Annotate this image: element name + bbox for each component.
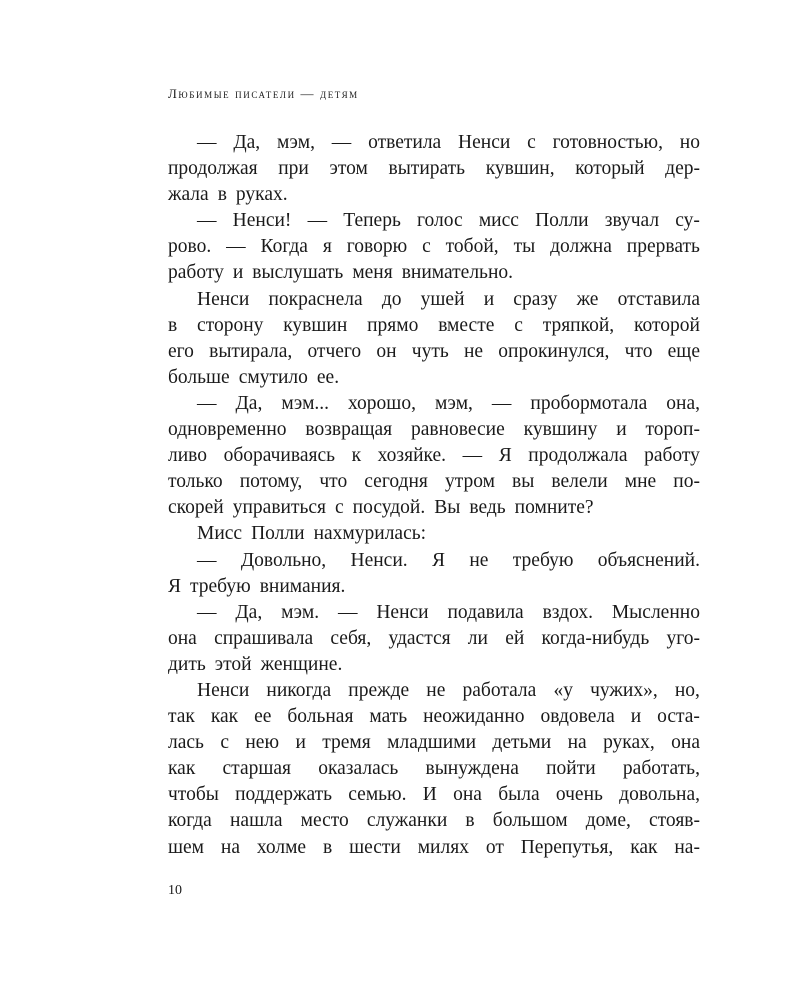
word: когда	[168, 810, 212, 832]
word: чуть	[411, 340, 449, 362]
word: —	[337, 601, 358, 623]
word: с	[514, 314, 523, 336]
word: детьми	[492, 732, 552, 754]
word: работала	[462, 679, 537, 701]
word: она	[453, 784, 482, 806]
word: ее.	[316, 366, 340, 388]
word: жала	[168, 184, 209, 206]
word: мэм,	[434, 392, 473, 414]
body-text	[168, 130, 700, 861]
word: ей	[505, 627, 525, 649]
word: сторону	[197, 314, 264, 336]
word: мэм...	[281, 392, 330, 414]
text-line	[168, 287, 700, 313]
word: прежде	[348, 679, 410, 701]
word: же	[576, 288, 599, 310]
word: как	[210, 706, 239, 728]
word: не	[426, 679, 446, 701]
word: на-	[674, 836, 700, 858]
word: утром	[444, 471, 495, 493]
word: подавила	[447, 601, 524, 623]
word: помните?	[514, 497, 594, 519]
word: нею	[245, 732, 280, 754]
text-line	[168, 626, 700, 652]
word: Полли	[535, 210, 589, 232]
word: дер-	[665, 158, 700, 180]
word: к	[351, 445, 362, 467]
word: вытирала,	[209, 340, 293, 362]
word: кувшин,	[485, 158, 555, 180]
text-line	[168, 130, 700, 156]
text-line	[168, 730, 700, 756]
word: возвращая	[305, 419, 393, 441]
word: одновременно	[168, 419, 287, 441]
word: Ненси!	[232, 210, 292, 232]
word: вы	[512, 471, 535, 493]
text-line	[168, 600, 700, 626]
word: покраснела	[268, 288, 363, 310]
word: от	[485, 836, 504, 858]
word: Ненси	[376, 601, 429, 623]
word: кувшин	[283, 314, 348, 336]
word: с	[335, 497, 344, 519]
word: была	[498, 784, 540, 806]
word: стояв-	[649, 810, 700, 832]
word: я	[322, 236, 332, 258]
word: его	[168, 340, 194, 362]
word: хозяйке.	[377, 445, 447, 467]
word: он	[376, 340, 397, 362]
word: потому,	[239, 471, 303, 493]
word: мисс	[478, 210, 519, 232]
word: при	[278, 158, 309, 180]
word: но,	[674, 679, 700, 701]
word: —	[307, 210, 328, 232]
word: Мисс	[197, 523, 243, 545]
word: она	[671, 732, 700, 754]
word: внимательно.	[401, 262, 514, 284]
word: вместе	[438, 314, 495, 336]
word: скорей	[168, 497, 224, 519]
word: равновесие	[411, 419, 505, 441]
word: тобой,	[445, 236, 499, 258]
word: Мысленно	[611, 601, 700, 623]
text-line	[168, 234, 700, 260]
word: дить	[168, 653, 206, 675]
word: руках,	[603, 732, 655, 754]
word: опрокинулся,	[498, 340, 610, 362]
text-line	[168, 574, 700, 600]
word: посудой.	[352, 497, 426, 519]
word: что	[624, 340, 653, 362]
word: в	[217, 184, 227, 206]
text-line	[168, 182, 700, 208]
word: она,	[666, 392, 700, 414]
word: этом	[329, 158, 368, 180]
text-line	[168, 208, 700, 234]
word: когда-нибудь	[541, 627, 650, 649]
text-line	[168, 678, 700, 704]
text-line	[168, 469, 700, 495]
word: нашла	[229, 810, 283, 832]
word: мэм.	[281, 601, 320, 623]
word: оста-	[657, 706, 700, 728]
word: старшая	[222, 758, 291, 780]
text-line	[168, 652, 700, 678]
word: велели	[551, 471, 608, 493]
word: место	[300, 810, 349, 832]
word: работать,	[622, 758, 700, 780]
word: внимания.	[259, 575, 346, 597]
text-line	[168, 365, 700, 391]
word: «у	[553, 679, 573, 701]
word: Я	[431, 549, 445, 571]
text-line	[168, 260, 700, 286]
word: она	[168, 627, 197, 649]
word: вынуждена	[425, 758, 519, 780]
word: мать	[369, 706, 408, 728]
word: но	[679, 132, 700, 153]
word: этой	[214, 653, 252, 675]
word: Ненси	[458, 132, 511, 153]
word: —	[197, 132, 217, 153]
text-line	[168, 704, 700, 730]
word: с	[527, 132, 536, 153]
word: тряпкой,	[542, 314, 615, 336]
word: не	[469, 549, 489, 571]
word: отставила	[617, 288, 700, 310]
word: очень	[555, 784, 603, 806]
text-line	[168, 808, 700, 834]
text-line	[168, 156, 700, 182]
word: шем	[168, 836, 205, 858]
word: оказалась	[318, 758, 399, 780]
word: женщине.	[260, 653, 343, 675]
text-line	[168, 548, 700, 574]
word: меня	[352, 262, 393, 284]
text-line	[168, 417, 700, 443]
word: ливо	[168, 445, 207, 467]
word: еще	[667, 340, 700, 362]
word: прямо	[367, 314, 419, 336]
page-number: 10	[168, 883, 182, 898]
word: ушей	[420, 288, 465, 310]
text-line	[168, 313, 700, 339]
word: семью.	[348, 784, 407, 806]
word: —	[197, 392, 217, 414]
word: только	[168, 471, 223, 493]
word: кувшину	[523, 419, 598, 441]
word: спрашивала	[214, 627, 314, 649]
word: младшими	[387, 732, 477, 754]
word: чужих»,	[590, 679, 658, 701]
word: овдовела	[540, 706, 615, 728]
word: управиться	[232, 497, 327, 519]
word: объяснений.	[597, 549, 700, 571]
word: требую	[512, 549, 574, 571]
word: Я	[498, 445, 512, 467]
word: —	[226, 236, 246, 258]
word: смутило	[238, 366, 308, 388]
word: себя,	[330, 627, 372, 649]
word: которой	[633, 314, 700, 336]
word: сегодня	[364, 471, 428, 493]
word: Перепутья,	[520, 836, 614, 858]
word: И	[422, 784, 437, 806]
word: голос	[417, 210, 463, 232]
word: звучал	[604, 210, 660, 232]
word: готовностью,	[552, 132, 663, 153]
word: хорошо,	[348, 392, 416, 414]
word: с	[220, 732, 229, 754]
text-line	[168, 782, 700, 808]
word: как	[168, 758, 196, 780]
word: неожиданно	[423, 706, 525, 728]
word: в	[465, 810, 475, 832]
word: сразу	[513, 288, 558, 310]
word: требую	[190, 575, 251, 597]
word: Полли	[251, 523, 305, 545]
word: Теперь	[343, 210, 401, 232]
text-line	[168, 495, 700, 521]
word: как	[630, 836, 658, 858]
word: так	[168, 706, 195, 728]
word: и	[232, 262, 244, 284]
text-line	[168, 521, 700, 547]
word: тороп-	[645, 419, 700, 441]
word: —	[331, 132, 352, 153]
word: на	[220, 836, 240, 858]
text-line	[168, 756, 700, 782]
word: служанки	[366, 810, 448, 832]
word: ты	[513, 236, 536, 258]
word: Довольно,	[240, 549, 327, 571]
word: милях	[417, 836, 469, 858]
text-line	[168, 443, 700, 469]
word: —	[462, 445, 483, 467]
word: и	[295, 732, 306, 754]
word: вздох.	[542, 601, 593, 623]
word: ее	[254, 706, 272, 728]
word: —	[197, 601, 217, 623]
word: —	[197, 210, 217, 232]
word: отчего	[307, 340, 362, 362]
running-head: Любимые писатели — детям	[168, 86, 359, 101]
word: Да,	[235, 392, 263, 414]
word: в	[322, 836, 333, 858]
word: нахмурилась:	[313, 523, 427, 545]
word: су-	[675, 210, 700, 232]
word: выслушать	[252, 262, 344, 284]
word: работу	[168, 262, 224, 284]
word: лась	[168, 732, 204, 754]
word: по-	[673, 471, 700, 493]
word: оборачиваясь	[223, 445, 335, 467]
word: не	[463, 340, 484, 362]
word: довольна,	[619, 784, 700, 806]
word: рово.	[168, 236, 212, 258]
word: Да,	[233, 132, 261, 153]
word: доме,	[585, 810, 631, 832]
word: чтобы	[168, 784, 219, 806]
word: Я	[168, 575, 182, 597]
word: мэм,	[276, 132, 315, 153]
word: Когда	[260, 236, 308, 258]
word: —	[197, 549, 217, 571]
word: в	[168, 314, 178, 336]
word: тремя	[322, 732, 371, 754]
word: шести	[349, 836, 401, 858]
word: работу	[644, 445, 700, 467]
word: на	[567, 732, 587, 754]
word: уго-	[666, 627, 700, 649]
word: и	[616, 419, 627, 441]
word: Да,	[235, 601, 263, 623]
word: пробормотала	[530, 392, 648, 414]
word: который	[575, 158, 645, 180]
word: продолжала	[528, 445, 628, 467]
text-line	[168, 391, 700, 417]
word: продолжая	[168, 158, 258, 180]
word: Вы	[434, 497, 461, 519]
word: ответила	[368, 132, 442, 153]
word: ли	[467, 627, 488, 649]
word: большом	[492, 810, 568, 832]
word: никогда	[266, 679, 332, 701]
word: поддержать	[235, 784, 333, 806]
word: Ненси.	[350, 549, 408, 571]
word: холме	[256, 836, 307, 858]
word: больше	[168, 366, 230, 388]
word: Ненси	[197, 679, 250, 701]
word: до	[381, 288, 402, 310]
word: что	[319, 471, 348, 493]
word: мне	[624, 471, 657, 493]
word: пойти	[546, 758, 596, 780]
word: и	[483, 288, 495, 310]
word: Ненси	[197, 288, 250, 310]
text-line	[168, 835, 700, 861]
word: с	[422, 236, 431, 258]
word: —	[491, 392, 512, 414]
text-line	[168, 339, 700, 365]
word: должна	[550, 236, 612, 258]
word: руках.	[235, 184, 288, 206]
word: больная	[287, 706, 354, 728]
word: и	[630, 706, 642, 728]
word: ведь	[469, 497, 506, 519]
word: прервать	[626, 236, 700, 258]
word: вытирать	[388, 158, 466, 180]
word: говорю	[346, 236, 408, 258]
word: удастся	[388, 627, 451, 649]
